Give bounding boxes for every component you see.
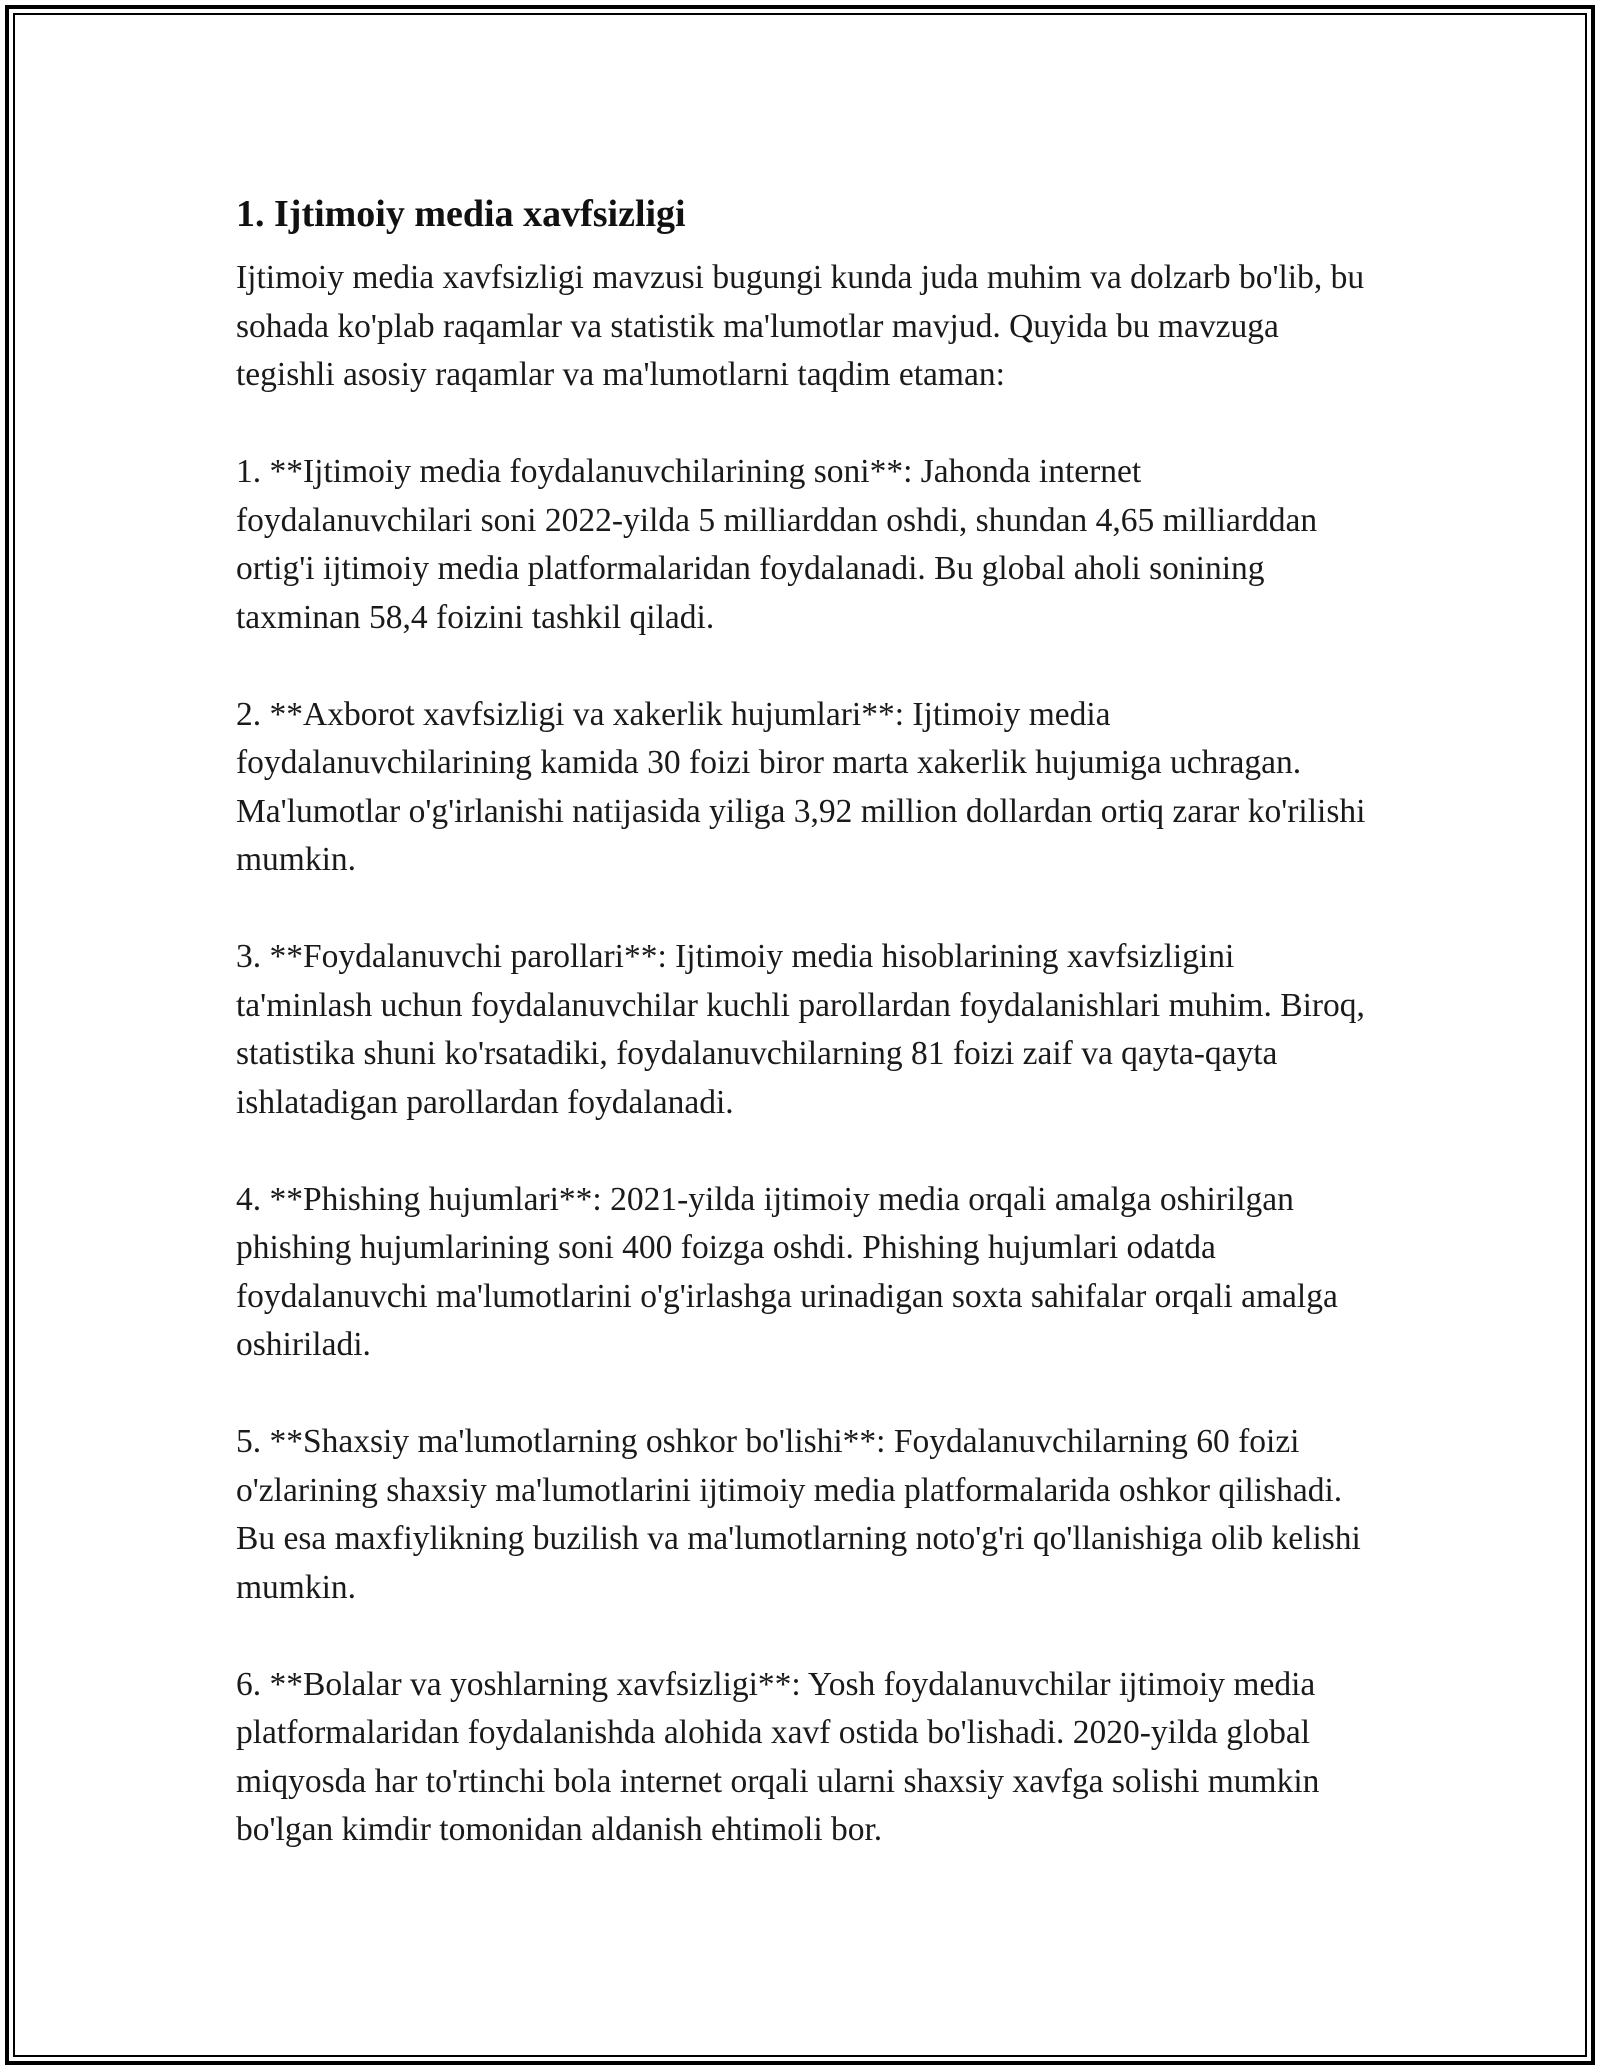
document-body xyxy=(236,186,1366,1903)
list-item-passwords: 3. **Foydalanuvchi parollari**: Ijtimoiy media hisoblarining xavfsizligini ta'minlash uchun foydalanuvchilar kuchli parollardan foydalanishlari muhim. Biroq, statistika shuni ko'rsatadiki, foydalanuvchilarning 81 foizi zaif va qayta-qayta ishlatadigan parollardan foydalanadi. xyxy=(236,938,1365,1121)
section-heading: 1. Ijtimoiy media xavfsizligi xyxy=(236,193,686,235)
list-item-personal-data: 5. **Shaxsiy ma'lumotlarning oshkor bo'lishi**: Foydalanuvchilarning 60 foizi o'zlarining shaxsiy ma'lumotlarini ijtimoiy media platformalarida oshkor qilishadi. Bu esa maxfiylikning buzilish va ma'lumotlarning noto'g'ri qo'llanishiga olib kelishi mumkin. xyxy=(236,1423,1361,1606)
list-item-user-count: 1. **Ijtimoiy media foydalanuvchilarining soni**: Jahonda internet foydalanuvchilari soni 2022-yilda 5 milliarddan oshdi, shundan 4,65 milliarddan ortig'i ijtimoiy media platformalaridan foydalanadi. Bu global aholi sonining taxminan 58,4 foizini tashkil qiladi. xyxy=(236,453,1318,636)
list-item-phishing: 4. **Phishing hujumlari**: 2021-yilda ijtimoiy media orqali amalga oshirilgan phishing hujumlarining soni 400 foizga oshdi. Phishing hujumlari odatda foydalanuvchi ma'lumotlarini o'g'irlashga urinadigan soxta sahifalar orqali amalga oshiriladi. xyxy=(236,1180,1338,1363)
intro-paragraph: Ijtimoiy media xavfsizligi mavzusi bugungi kunda juda muhim va dolzarb bo'lib, bu sohada ko'plab raqamlar va statistik ma'lumotlar mavjud. Quyida bu mavzuga tegishli asosiy raqamlar va ma'lumotlarni taqdim etaman: xyxy=(236,259,1365,393)
list-item-hacking-attacks: 2. **Axborot xavfsizligi va xakerlik hujumlari**: Ijtimoiy media foydalanuvchilarining kamida 30 foizi biror marta xakerlik hujumiga uchragan. Ma'lumotlar o'g'irlanishi natijasida yiliga 3,92 million dollardan ortiq zarar ko'rilishi mumkin. xyxy=(236,695,1366,878)
list-item-children-safety: 6. **Bolalar va yoshlarning xavfsizligi**: Yosh foydalanuvchilar ijtimoiy media platformalaridan foydalanishda alohida xavf ostida bo'lishadi. 2020-yilda global miqyosda har to'rtinchi bola internet orqali ularni shaxsiy xavfga solishi mumkin bo'lgan kimdir tomonidan aldanish ehtimoli bor. xyxy=(236,1665,1320,1848)
